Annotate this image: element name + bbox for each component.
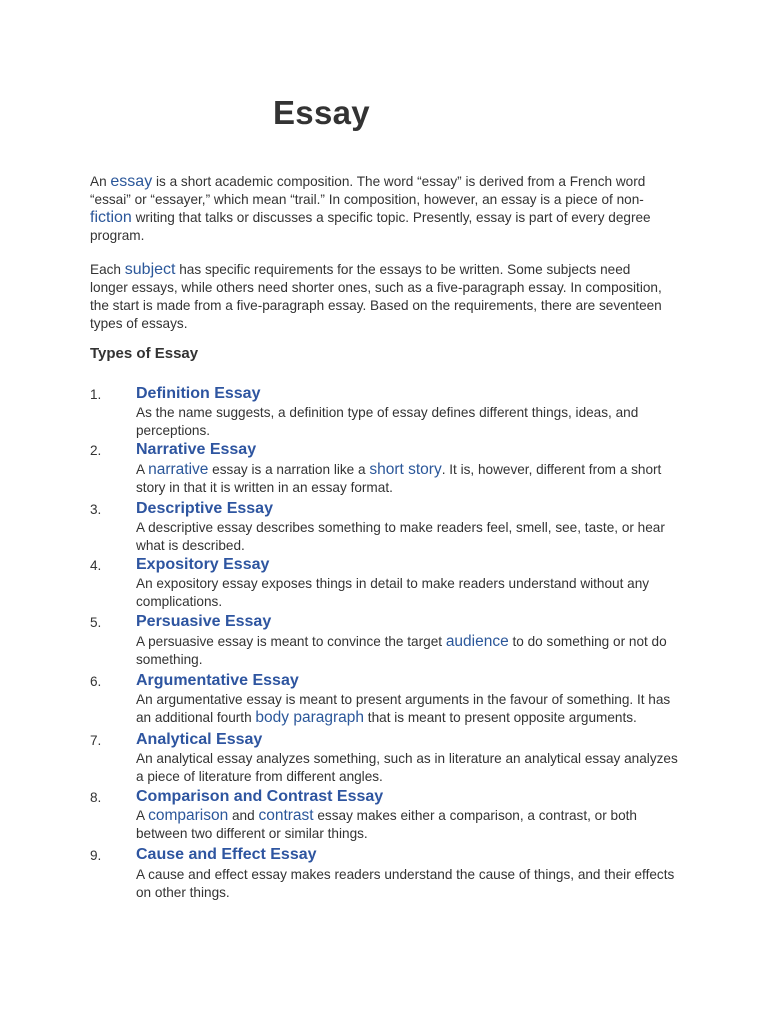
item-title: Argumentative Essay	[136, 672, 299, 689]
text: As the name suggests, a definition type of essay defines different things, ideas, and perceptions.	[136, 405, 639, 438]
link-comparison[interactable]: comparison	[148, 807, 229, 824]
item-title: Expository Essay	[136, 556, 270, 573]
link-fiction[interactable]: fiction	[90, 209, 132, 226]
text: Each	[90, 262, 125, 277]
item-number: 4.	[90, 558, 102, 573]
text: A	[136, 808, 149, 823]
text: is a short academic composition. The word “essay” is derived from a French word “essai” or “essayer,” which mean “trail.” In composition, however, an essay is a piece of non-	[90, 174, 646, 207]
link-essay[interactable]: essay	[110, 173, 153, 190]
item-description	[136, 807, 688, 843]
item-description	[136, 519, 688, 555]
item-description	[136, 633, 688, 669]
text: An argumentative essay is meant to present arguments in the favour of something. It has an additional fourth	[136, 692, 671, 725]
item-title: Definition Essay	[136, 385, 261, 402]
item-number: 6.	[90, 674, 102, 689]
item-description	[136, 461, 688, 497]
text: A persuasive essay is meant to convince the target	[136, 634, 446, 649]
item-number: 3.	[90, 502, 102, 517]
page-title: Essay	[273, 94, 370, 131]
link-short-story[interactable]: short story	[369, 461, 442, 478]
link-audience[interactable]: audience	[445, 633, 509, 650]
item-description	[136, 691, 688, 727]
text: and	[228, 808, 259, 823]
text: has specific requirements for the essays to be written. Some subjects need longer essays, while others need shorter ones, such as a five-paragraph essay. In composition, the start is made from a five-paragraph essay. Based on the requirements, there are seventeen types of essays.	[90, 262, 662, 331]
item-number: 7.	[90, 733, 102, 748]
link-subject[interactable]: subject	[124, 261, 176, 278]
text: essay is a narration like a	[208, 462, 370, 477]
text: A	[136, 462, 149, 477]
text: . It is, however, different from a short story in that it is written in an essay format.	[136, 462, 662, 495]
item-number: 2.	[90, 443, 102, 458]
link-contrast[interactable]: contrast	[258, 807, 314, 824]
item-title: Descriptive Essay	[136, 500, 273, 517]
item-title: Comparison and Contrast Essay	[136, 788, 384, 805]
link-narrative[interactable]: narrative	[148, 461, 209, 478]
intro-paragraph-1	[90, 173, 670, 245]
text: An expository essay exposes things in detail to make readers understand without any complications.	[136, 576, 650, 609]
item-title: Persuasive Essay	[136, 613, 272, 630]
text: An	[90, 174, 111, 189]
item-description	[136, 575, 688, 611]
section-heading-types: Types of Essay	[90, 345, 199, 362]
item-number: 8.	[90, 790, 102, 805]
item-description	[136, 404, 688, 440]
text: that is meant to present opposite arguments.	[364, 710, 637, 725]
item-number: 1.	[90, 387, 102, 402]
text: An analytical essay analyzes something, such as in literature an analytical essay analyzes a piece of literature from different angles.	[136, 751, 678, 784]
item-title: Analytical Essay	[136, 731, 263, 748]
item-title: Cause and Effect Essay	[136, 846, 317, 863]
link-body-paragraph[interactable]: body paragraph	[255, 709, 365, 726]
text: to do something or not do something.	[136, 634, 667, 667]
item-number: 9.	[90, 848, 102, 863]
text: writing that talks or discusses a specific topic. Presently, essay is part of every degree program.	[90, 210, 651, 243]
text: essay makes either a comparison, a contrast, or both between two different or similar things.	[136, 808, 637, 841]
text: A cause and effect essay makes readers understand the cause of things, and their effects on other things.	[136, 867, 675, 900]
intro-paragraph-2	[90, 261, 670, 333]
item-description	[136, 750, 688, 786]
text: A descriptive essay describes something to make readers feel, smell, see, taste, or hear what is described.	[136, 520, 665, 553]
item-title: Narrative Essay	[136, 441, 257, 458]
item-description	[136, 866, 688, 902]
item-number: 5.	[90, 615, 102, 630]
